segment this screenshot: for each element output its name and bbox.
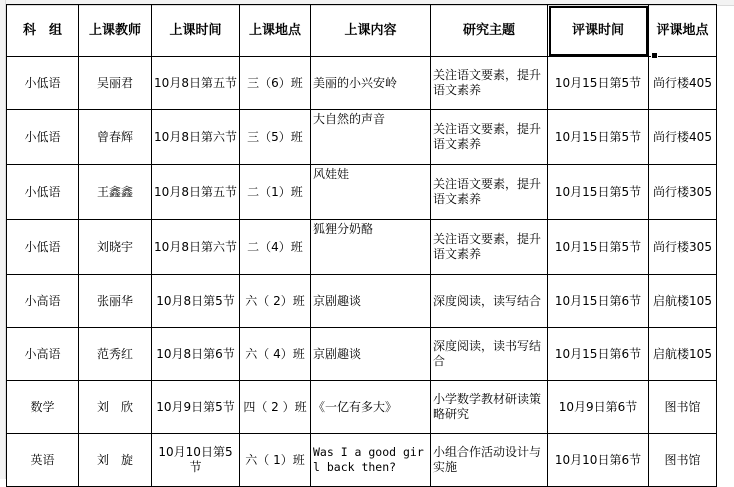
cell-place[interactable]: 六（ 2）班 <box>240 275 311 328</box>
selection-fill-handle[interactable] <box>651 52 658 59</box>
cell-group[interactable]: 小低语 <box>7 220 79 275</box>
cell-group[interactable]: 小高语 <box>7 328 79 381</box>
cell-group[interactable]: 英语 <box>7 434 79 487</box>
cell-group[interactable]: 小高语 <box>7 275 79 328</box>
table-row <box>7 275 717 328</box>
cell-content[interactable]: 京剧趣谈 <box>311 328 431 381</box>
cell-time[interactable]: 10月9日第5节 <box>152 381 240 434</box>
cell-time[interactable]: 10月10日第5节 <box>152 434 240 487</box>
cell-topic[interactable]: 关注语文要素，提升语文素养 <box>431 165 548 220</box>
cell-review-time[interactable]: 10月15日第6节 <box>548 328 649 381</box>
cell-group[interactable]: 小低语 <box>7 57 79 110</box>
table-header-row <box>7 5 717 57</box>
cell-topic[interactable]: 关注语文要素，提升语文素养 <box>431 57 548 110</box>
cell-place[interactable]: 二（4）班 <box>240 220 311 275</box>
cell-topic[interactable]: 关注语文要素，提升语文素养 <box>431 110 548 165</box>
cell-review-time[interactable]: 10月9日第6节 <box>548 381 649 434</box>
cell-review-time[interactable]: 10月15日第5节 <box>548 57 649 110</box>
header-teacher[interactable]: 上课教师 <box>79 5 152 57</box>
cell-review-time[interactable]: 10月15日第5节 <box>548 165 649 220</box>
cell-time[interactable]: 10月8日第5节 <box>152 275 240 328</box>
cell-teacher[interactable]: 范秀红 <box>79 328 152 381</box>
header-class-time[interactable]: 上课时间 <box>152 5 240 57</box>
cell-review-place[interactable]: 尚行楼305 <box>649 220 717 275</box>
cell-content[interactable]: 风娃娃 <box>311 165 431 220</box>
cell-review-place[interactable]: 启航楼105 <box>649 275 717 328</box>
cell-teacher[interactable]: 刘晓宇 <box>79 220 152 275</box>
cell-time[interactable]: 10月8日第6节 <box>152 328 240 381</box>
cell-content[interactable]: 《一亿有多大》 <box>311 381 431 434</box>
header-class-content[interactable]: 上课内容 <box>311 5 431 57</box>
cell-review-place[interactable]: 尚行楼405 <box>649 110 717 165</box>
cell-content[interactable]: Was I a good girl back then? <box>311 434 431 487</box>
cell-teacher[interactable]: 张丽华 <box>79 275 152 328</box>
header-review-time-selected-cell[interactable]: 评课时间 <box>548 5 649 57</box>
table-row <box>7 57 717 110</box>
cell-teacher[interactable]: 王鑫鑫 <box>79 165 152 220</box>
cell-place[interactable]: 三（6）班 <box>240 57 311 110</box>
cell-content[interactable]: 美丽的小兴安岭 <box>311 57 431 110</box>
cell-topic[interactable]: 深度阅读，读书写结合 <box>431 328 548 381</box>
table-row <box>7 110 717 165</box>
cell-group[interactable]: 数学 <box>7 381 79 434</box>
header-review-place[interactable]: 评课地点 <box>649 5 717 57</box>
cell-time[interactable]: 10月8日第五节 <box>152 57 240 110</box>
cell-review-place[interactable]: 图书馆 <box>649 381 717 434</box>
cell-review-place[interactable]: 尚行楼405 <box>649 57 717 110</box>
cell-time[interactable]: 10月8日第六节 <box>152 220 240 275</box>
cell-topic[interactable]: 深度阅读，读写结合 <box>431 275 548 328</box>
table-row <box>7 220 717 275</box>
cell-teacher[interactable]: 刘 欣 <box>79 381 152 434</box>
cell-review-place[interactable]: 图书馆 <box>649 434 717 487</box>
cell-review-place[interactable]: 尚行楼305 <box>649 165 717 220</box>
cell-teacher[interactable]: 吴丽君 <box>79 57 152 110</box>
table-row <box>7 328 717 381</box>
cell-group[interactable]: 小低语 <box>7 110 79 165</box>
schedule-table <box>6 4 717 487</box>
header-research-topic[interactable]: 研究主题 <box>431 5 548 57</box>
cell-group[interactable]: 小低语 <box>7 165 79 220</box>
cell-teacher[interactable]: 曾春辉 <box>79 110 152 165</box>
cell-topic[interactable]: 关注语文要素，提升语文素养 <box>431 220 548 275</box>
cell-place[interactable]: 六（ 4）班 <box>240 328 311 381</box>
cell-teacher[interactable]: 刘 旋 <box>79 434 152 487</box>
cell-content[interactable]: 京剧趣谈 <box>311 275 431 328</box>
cell-review-time[interactable]: 10月10日第6节 <box>548 434 649 487</box>
cell-place[interactable]: 六（ 1）班 <box>240 434 311 487</box>
cell-content[interactable]: 狐狸分奶酪 <box>311 220 431 275</box>
cell-time[interactable]: 10月8日第六节 <box>152 110 240 165</box>
header-class-place[interactable]: 上课地点 <box>240 5 311 57</box>
header-group[interactable]: 科 组 <box>7 5 79 57</box>
cell-review-place[interactable]: 启航楼105 <box>649 328 717 381</box>
cell-review-time[interactable]: 10月15日第6节 <box>548 275 649 328</box>
table-row <box>7 165 717 220</box>
cell-topic[interactable]: 小组合作活动设计与实施 <box>431 434 548 487</box>
cell-review-time[interactable]: 10月15日第5节 <box>548 110 649 165</box>
cell-time[interactable]: 10月8日第五节 <box>152 165 240 220</box>
cell-topic[interactable]: 小学数学教材研读策略研究 <box>431 381 548 434</box>
cell-place[interactable]: 二（1）班 <box>240 165 311 220</box>
cell-content[interactable]: 大自然的声音 <box>311 110 431 165</box>
cell-place[interactable]: 四（ 2 ）班 <box>240 381 311 434</box>
table-row <box>7 381 717 434</box>
cell-review-time[interactable]: 10月15日第5节 <box>548 220 649 275</box>
cell-place[interactable]: 三（5）班 <box>240 110 311 165</box>
